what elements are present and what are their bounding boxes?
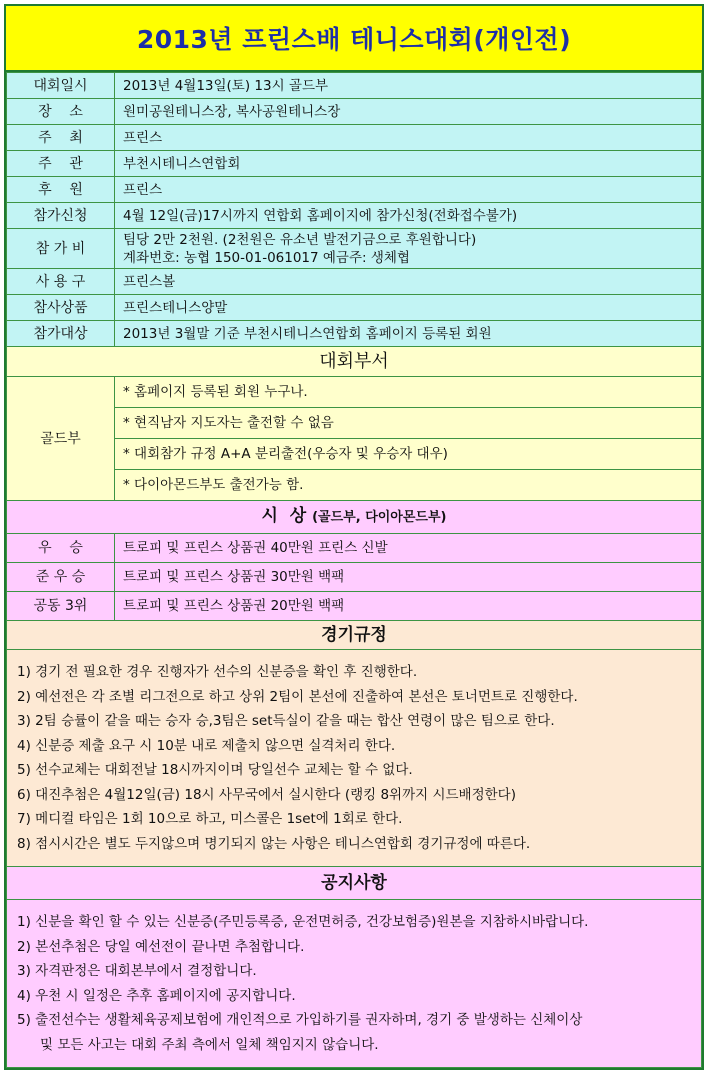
info-label: 참사상품 — [7, 295, 115, 321]
award-label: 준 우 승 — [7, 563, 115, 592]
notice-item: 3) 자격판정은 대회본부에서 결정합니다. — [17, 963, 257, 979]
info-label: 주 최 — [7, 125, 115, 151]
notice-item: 1) 신분을 확인 할 수 있는 신분증(주민등록증, 운전면허증, 건강보험증)원본을 지참하시바랍니다. — [17, 914, 589, 930]
info-row — [7, 229, 702, 269]
info-value — [115, 229, 702, 269]
award-value: 트로피 및 프린스 상품권 30만원 백팩 — [115, 563, 702, 592]
rule-item: 6) 대진추첨은 4월12일(금) 18시 사무국에서 실시한다 (랭킹 8위까지 시드배정한다) — [17, 786, 516, 803]
account-line: 계좌번호: 농협 150-01-061017 예금주: 생체협 — [123, 249, 410, 266]
award-row — [7, 563, 702, 592]
division-item: * 다이아몬드부도 출전가능 함. — [115, 470, 702, 501]
info-row — [7, 269, 702, 295]
info-row — [7, 295, 702, 321]
fee-line: 팀당 2만 2천원. (2천원은 유소년 발전기금으로 후원합니다) — [123, 231, 477, 248]
info-label: 참가대상 — [7, 321, 115, 347]
info-row — [7, 73, 702, 99]
rule-item: 3) 2팀 승률이 같을 때는 승자 승,3팀은 set득실이 같을 때는 합산 연령이 많은 팀으로 한다. — [17, 713, 555, 729]
award-row — [7, 534, 702, 563]
awards-heading-main: 시 상 — [261, 506, 307, 526]
award-value: 트로피 및 프린스 상품권 40만원 프린스 신발 — [115, 534, 702, 563]
notice-item: 5) 출전선수는 생활체육공제보험에 개인적으로 가입하기를 권자하며, 경기 중 발생하는 신체이상 — [17, 1012, 583, 1028]
division-header-row — [7, 347, 702, 377]
info-table — [6, 72, 702, 1068]
division-heading: 대회부서 — [7, 347, 702, 377]
notice-item: 2) 본선추첨은 당일 예선전이 끝나면 추첨합니다. — [17, 938, 305, 955]
notices-list — [7, 900, 702, 1068]
event-poster — [4, 4, 704, 1070]
awards-heading-sub: (골드부, 다이아몬드부) — [312, 510, 447, 525]
page-title: 2013년 프린스배 테니스대회(개인전) — [6, 6, 702, 72]
info-value: 2013년 3월말 기준 부천시테니스연합회 홈페이지 등록된 회원 — [115, 321, 702, 347]
info-value: 프린스 — [115, 125, 702, 151]
info-row — [7, 203, 702, 229]
division-item: * 홈페이지 등록된 회원 누구나. — [115, 377, 702, 408]
info-row — [7, 125, 702, 151]
rules-header-row — [7, 621, 702, 650]
info-label: 주 관 — [7, 151, 115, 177]
info-value: 2013년 4월13일(토) 13시 골드부 — [115, 73, 702, 99]
notices-header-row — [7, 867, 702, 900]
awards-heading — [7, 501, 702, 534]
info-value: 프린스테니스양말 — [115, 295, 702, 321]
info-label: 장 소 — [7, 99, 115, 125]
info-label: 대회일시 — [7, 73, 115, 99]
notice-item: 4) 우천 시 일정은 추후 홈페이지에 공지합니다. — [17, 987, 296, 1004]
awards-header-row — [7, 501, 702, 534]
info-value: 4월 12일(금)17시까지 연합회 홈페이지에 참가신청(전화접수불가) — [115, 203, 702, 229]
rules-body-row — [7, 650, 702, 867]
info-row — [7, 151, 702, 177]
info-row — [7, 177, 702, 203]
division-row — [7, 377, 702, 408]
info-label: 참 가 비 — [7, 229, 115, 269]
rule-item: 2) 예선전은 각 조별 리그전으로 하고 상위 2팀이 본선에 진출하여 본선은 토너먼트로 진행한다. — [17, 688, 578, 705]
rule-item: 5) 선수교체는 대회전날 18시까지이며 당일선수 교체는 할 수 없다. — [17, 762, 413, 778]
notices-body-row — [7, 900, 702, 1068]
award-label: 공동 3위 — [7, 592, 115, 621]
info-label: 사 용 구 — [7, 269, 115, 295]
rules-list — [7, 650, 702, 867]
rules-heading: 경기규정 — [7, 621, 702, 650]
info-label: 참가신청 — [7, 203, 115, 229]
division-item: * 대회참가 규정 A+A 분리출전(우승자 및 우승자 대우) — [115, 439, 702, 470]
info-value: 프린스볼 — [115, 269, 702, 295]
division-item: * 현직남자 지도자는 출전할 수 없음 — [115, 408, 702, 439]
division-label: 골드부 — [7, 377, 115, 501]
notice-item-continued: 및 모든 사고는 대회 주최 측에서 일체 책임지지 않습니다. — [40, 1036, 379, 1053]
award-label: 우 승 — [7, 534, 115, 563]
info-row — [7, 321, 702, 347]
info-value: 부천시테니스연합회 — [115, 151, 702, 177]
rule-item: 8) 점시시간은 별도 두지않으며 명기되지 않는 사항은 테니스연합회 경기규정에 따른다. — [17, 835, 531, 852]
rule-item: 1) 경기 전 필요한 경우 진행자가 선수의 신분증을 확인 후 진행한다. — [17, 664, 418, 680]
award-value: 트로피 및 프린스 상품권 20만원 백팩 — [115, 592, 702, 621]
info-value: 프린스 — [115, 177, 702, 203]
info-row — [7, 99, 702, 125]
award-row — [7, 592, 702, 621]
rule-item: 7) 메디컬 타임은 1회 10으로 하고, 미스콜은 1set에 1회로 한다. — [17, 811, 403, 827]
rule-item: 4) 신분증 제출 요구 시 10분 내로 제출치 않으면 실격처리 한다. — [17, 737, 396, 754]
notices-heading: 공지사항 — [7, 867, 702, 900]
info-value: 원미공원테니스장, 복사공원테니스장 — [115, 99, 702, 125]
info-label: 후 원 — [7, 177, 115, 203]
